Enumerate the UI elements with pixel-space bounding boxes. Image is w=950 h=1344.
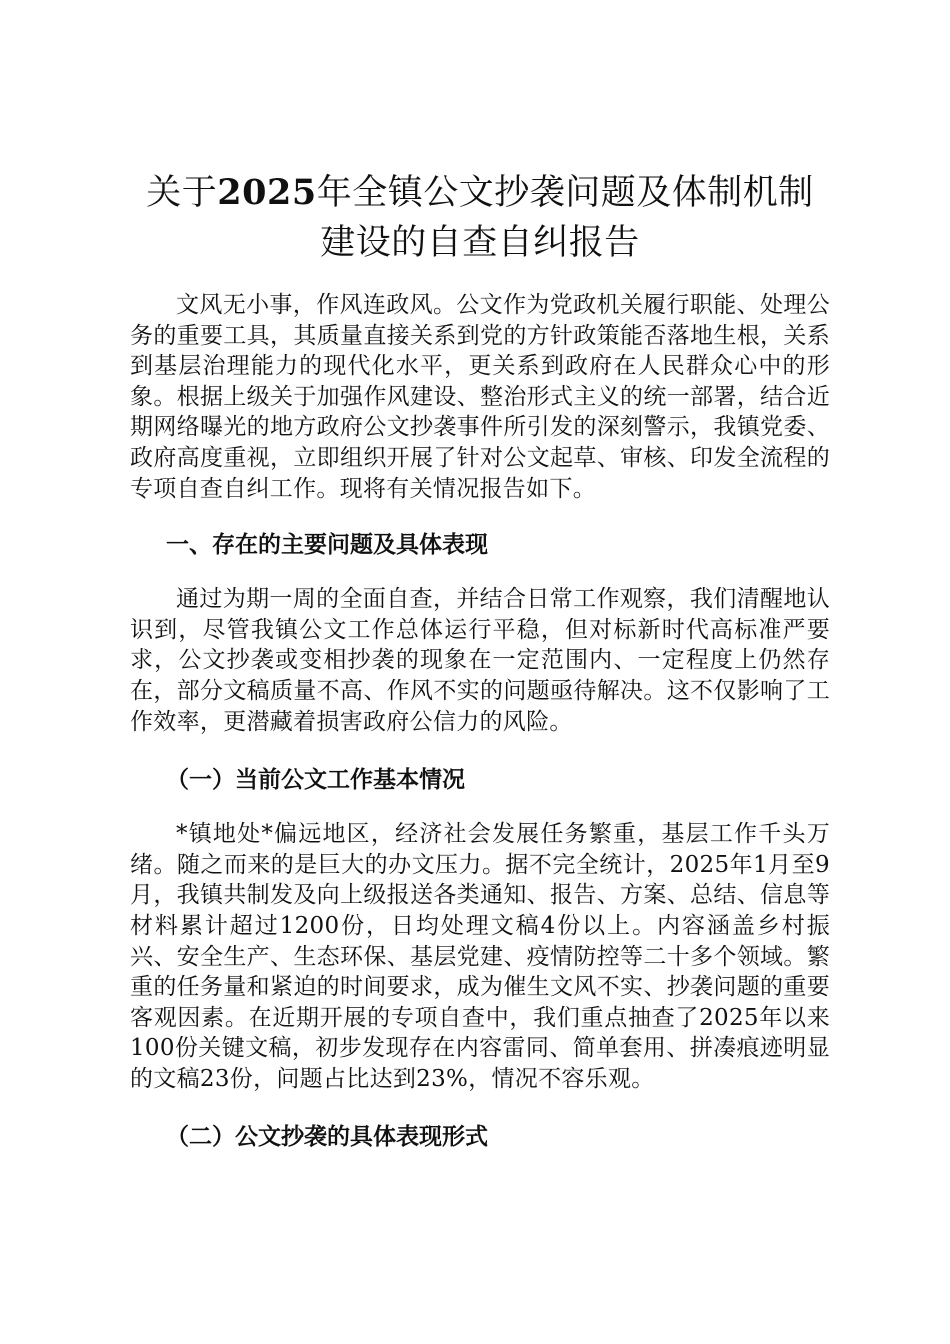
title-year: 2025	[217, 172, 317, 213]
title-suffix: 年全镇公文抄袭问题及体制机制建设的自查自纠报告	[316, 173, 814, 263]
intro-paragraph: 文风无小事，作风连政风。公文作为党政机关履行职能、处理公务的重要工具，其质量直接关系到党的方针政策能否落地生根，关系到基层治理能力的现代化水平，更关系到政府在人民群众心中的形象。根据上级关于加强作风建设、整治形式主义的统一部署，结合近期网络曝光的地方政府公文抄袭事件所引发的深刻警示，我镇党委、政府高度重视，立即组织开展了针对公文起草、审核、印发全流程的专项自查自纠工作。现将有关情况报告如下。	[130, 292, 830, 502]
subsection-heading-plagiarism-forms: （二）公文抄袭的具体表现形式	[166, 1124, 488, 1151]
document-title	[130, 168, 830, 268]
section-heading-problems: 一、存在的主要问题及具体表现	[166, 532, 488, 559]
document-page	[130, 168, 830, 1176]
subsection-heading-basic-situation: （一）当前公文工作基本情况	[166, 767, 465, 794]
subsection1-paragraph: *镇地处*偏远地区，经济社会发展任务繁重，基层工作千头万绪。随之而来的是巨大的办文压力。据不完全统计，2025年1月至9月，我镇共制发及向上级报送各类通知、报告、方案、总结、信息等材料累计超过1200份，日均处理文稿4份以上。内容涵盖乡村振兴、安全生产、生态环保、基层党建、疫情防控等二十多个领域。繁重的任务量和紧迫的时间要求，成为催生文风不实、抄袭问题的重要客观因素。在近期开展的专项自查中，我们重点抽查了2025年以来100份关键文稿，初步发现存在内容雷同、简单套用、拼凑痕迹明显的文稿23份，问题占比达到23%，情况不容乐观。	[130, 821, 830, 1092]
section1-paragraph: 通过为期一周的全面自查，并结合日常工作观察，我们清醒地认识到，尽管我镇公文工作总体运行平稳，但对标新时代高标准严要求，公文抄袭或变相抄袭的现象在一定范围内、一定程度上仍然存在，部分文稿质量不高、作风不实的问题亟待解决。这不仅影响了工作效率，更潜藏着损害政府公信力的风险。	[130, 586, 830, 735]
title-prefix: 关于	[146, 173, 218, 213]
